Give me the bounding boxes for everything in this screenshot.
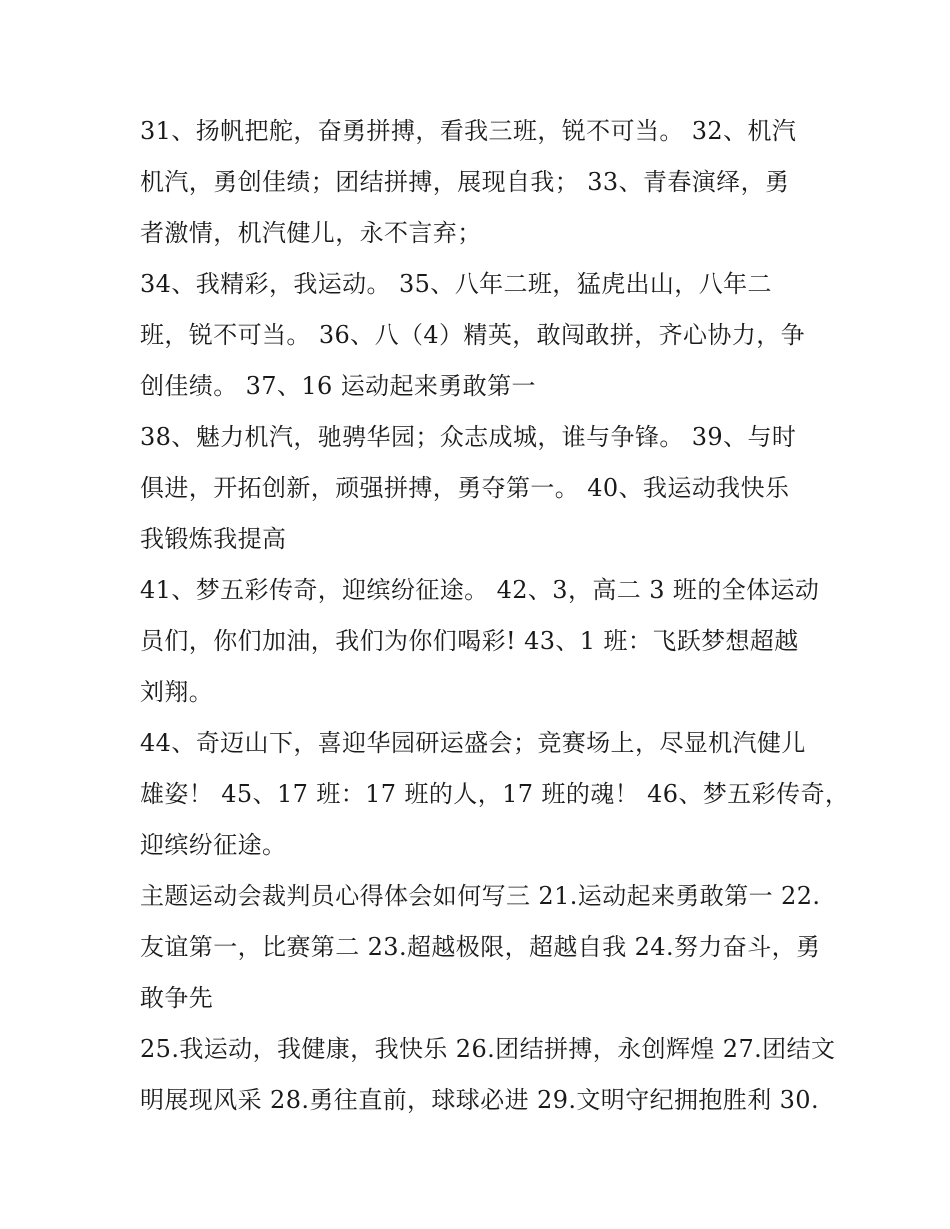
text-line: 创佳绩。 37、16 运动起来勇敢第一 bbox=[140, 372, 536, 400]
text-line: 刘翔。 bbox=[140, 678, 214, 706]
paragraph-slogans-25-30 bbox=[140, 1024, 836, 1126]
text-line: 明展现风采 28.勇往直前，球球必进 29.文明守纪拥抱胜利 30. bbox=[140, 1086, 819, 1114]
paragraph-slogans-44-46 bbox=[140, 718, 850, 871]
text-line: 44、奇迈山下，喜迎华园研运盛会；竞赛场上，尽显机汽健儿 bbox=[140, 729, 806, 757]
text-line: 迎缤纷征途。 bbox=[140, 831, 287, 859]
text-line: 敢争先 bbox=[140, 984, 214, 1012]
paragraph-slogans-21-24 bbox=[140, 871, 820, 1024]
text-line: 41、梦五彩传奇，迎缤纷征途。 42、3，高二 3 班的全体运动 bbox=[140, 576, 820, 604]
text-line: 员们，你们加油，我们为你们喝彩! 43、1 班：飞跃梦想超越 bbox=[140, 627, 799, 655]
paragraph-slogans-38-40 bbox=[140, 412, 820, 565]
text-line: 25.我运动，我健康，我快乐 26.团结拼搏，永创辉煌 27.团结文 bbox=[140, 1035, 836, 1063]
text-line: 友谊第一，比赛第二 23.超越极限，超越自我 24.努力奋斗，勇 bbox=[140, 933, 821, 961]
text-line: 俱进，开拓创新，顽强拼搏，勇夺第一。 40、我运动我快乐 bbox=[140, 474, 790, 502]
text-line: 者激情，机汽健儿，永不言弃； bbox=[140, 219, 482, 247]
text-line: 雄姿！ 45、17 班：17 班的人，17 班的魂！ 46、梦五彩传奇， bbox=[140, 780, 850, 808]
paragraph-slogans-31-33 bbox=[140, 106, 820, 259]
document-body bbox=[140, 106, 850, 1126]
text-line: 主题运动会裁判员心得体会如何写三 21.运动起来勇敢第一 22. bbox=[140, 882, 821, 910]
text-line: 机汽，勇创佳绩；团结拼搏，展现自我； 33、青春演绎，勇 bbox=[140, 168, 790, 196]
text-line: 38、魅力机汽，驰骋华园；众志成城，谁与争锋。 39、与时 bbox=[140, 423, 797, 451]
paragraph-slogans-41-43 bbox=[140, 565, 820, 718]
text-line: 34、我精彩，我运动。 35、八年二班，猛虎出山，八年二 bbox=[140, 270, 772, 298]
text-line: 31、扬帆把舵，奋勇拼搏，看我三班，锐不可当。 32、机汽 bbox=[140, 117, 797, 145]
text-line: 班，锐不可当。 36、八（4）精英，敢闯敢拼，齐心协力，争 bbox=[140, 321, 806, 349]
text-line: 我锻炼我提高 bbox=[140, 525, 287, 553]
paragraph-slogans-34-37 bbox=[140, 259, 820, 412]
